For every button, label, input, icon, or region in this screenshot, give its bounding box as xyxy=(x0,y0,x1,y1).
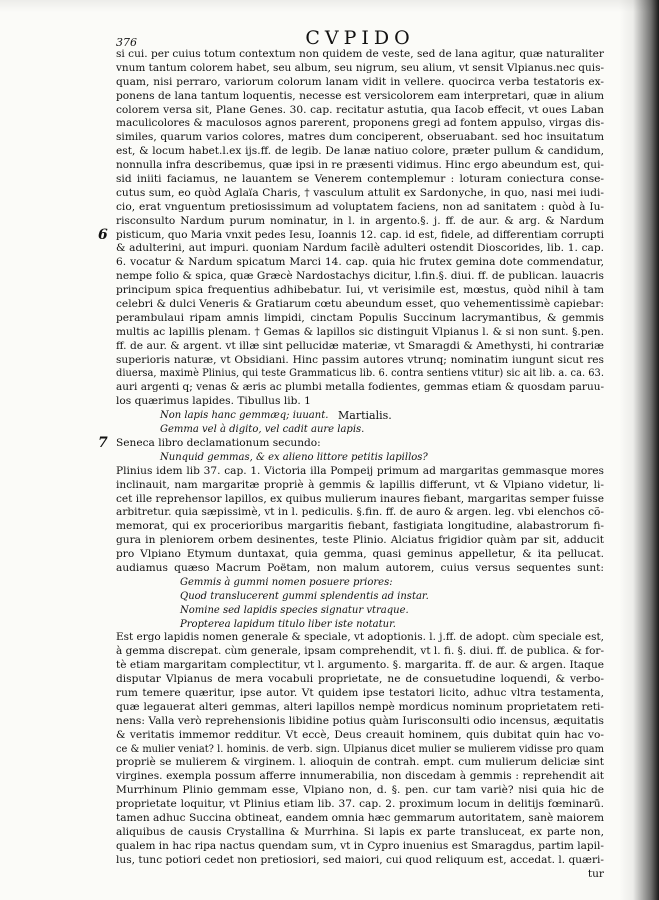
text-line xyxy=(116,48,604,62)
line-text: à gemma discrepat. cùm generale, ipsam comprehendit, vt l. fi. §. diui. ff. de publica. & for- xyxy=(116,645,604,658)
quote-text: Propterea lapidum titulo liber iste notatur. xyxy=(180,618,396,630)
text-line xyxy=(116,395,604,409)
line-text: cutus sum, eo quòd Aglaïa Charis, † vasculum attulit ex Sardonyche, in quo, nasi mei iudi- xyxy=(116,186,604,199)
text-line xyxy=(116,631,604,645)
line-text: qualem in hac ripa nactus quendam sum, vt in Cypro inuenius est Smaragdus, partim lapil- xyxy=(116,839,604,852)
text-line xyxy=(116,242,604,256)
line-text: los quærimus lapides. Tibullus lib. 1 xyxy=(116,395,311,408)
line-text: propriè se mulierem & virginem. l. alioquin de contrah. empt. cum mulierum deliciæ sint xyxy=(116,756,604,769)
line-text: celebri & dulci Veneris & Gratiarum cœtu abeundum esset, quo vehementissimè capiebar: xyxy=(116,298,604,311)
scan-shadow-right xyxy=(619,0,659,900)
text-line xyxy=(116,215,604,229)
line-text: gura in pleniorem orbem desinentes, teste Plinio. Alciatus frigidior quàm par sit, adducit xyxy=(116,534,604,547)
line-text: nempe folio & spica, quæ Græcè Nardostachys dicitur, l.fin.§. diui. ff. de publican. lauacris xyxy=(116,270,604,283)
text-line xyxy=(116,701,604,715)
text-line xyxy=(98,434,604,451)
line-text: proprietate loquitur, vt Plinius etiam lib. 37. cap. 2. proximum locum in delitijs fœminarū. xyxy=(116,798,604,811)
line-text: ff. de aur. & argent. vt illæ sint pellucidæ materiæ, vt Smaragdi & Amethysti, hi contrariæ xyxy=(116,339,604,352)
line-text: Murrhinum Plinio gemmam esse, Vlpiano non, d. §. pen. cur tam variè? nisi quia hic de xyxy=(116,784,604,797)
line-text: 6. vocatur & Nardum spicatum Marci 14. cap. quia hic frutex gemina dote commendatur, xyxy=(116,256,604,269)
text-line xyxy=(116,131,604,145)
text-line xyxy=(116,756,604,770)
line-text: diuersa, maximè Plinius, qui teste Grammaticus lib. 6. contra sentiens vtitur) sic ait lib. a. ca. 63. xyxy=(116,367,604,380)
text-line xyxy=(116,604,604,618)
scan-shadow-top xyxy=(0,0,659,12)
text-line xyxy=(116,62,604,76)
line-text: audiamus quæso Macrum Poëtam, non malum autorem, cuius versus sequentes sunt: xyxy=(116,561,604,574)
text-line xyxy=(116,576,604,590)
quote-text: Nunquid gemmas, & ex alieno littore petitis lapillos? xyxy=(160,451,428,463)
line-text: nonnulla infra describemus, quæ ipsi in re præsenti vidimus. Hinc ergo abeundum est, qui- xyxy=(116,159,604,172)
line-text: multis ac lapillis plenam. † Gemas & lapillos sic distinguit Vlpianus l. & si non sunt. §.pen. xyxy=(116,325,604,338)
page-header xyxy=(116,18,604,48)
text-line xyxy=(116,423,604,437)
line-text: risconsulto Nardum purum nominatur, in l. in argento.§. j. ff. de aur. & arg. & Nardum xyxy=(116,214,604,227)
line-text: Seneca libro declamationum secundo: xyxy=(116,436,321,449)
line-text: perambulaui ripam amnis limpidi, cinctam Populis Succinum lacrymantibus, & gemmis xyxy=(116,311,604,324)
text-line xyxy=(116,659,604,673)
text-line xyxy=(116,729,604,743)
page-number: 376 xyxy=(116,36,137,49)
margin-note-number: 7 xyxy=(98,434,108,451)
text-line xyxy=(116,826,604,840)
quote-text: Gemmis à gummi nomen posuere priores: xyxy=(180,576,393,588)
line-text: pro Vlpiano Etymum duntaxat, quia gemma, quasi geminus appelletur, & ita pellucat. xyxy=(116,548,604,561)
line-text: rum temere quæritur, ipse autor. Vt quidem ipse testatori licito, adhuc vltra testamenta, xyxy=(116,686,604,699)
text-line xyxy=(116,812,604,826)
quote-text: Nomine sed lapidis species signatur vtraque. xyxy=(180,604,409,616)
line-text: si cui. per cuius totum contextum non quidem de veste, sed de lana agitur, quæ naturaliter xyxy=(116,48,604,60)
text-line xyxy=(116,479,604,493)
text-line xyxy=(116,298,604,312)
line-text: similes, quarum varios colores, matres dum conciperent, obseruabant. sed hoc insuitatum xyxy=(116,131,604,144)
text-line xyxy=(116,312,604,326)
line-text: lus, tunc potiori cedet non pretiosiori, sed maiori, cui quod reliquum est, accedat. l. quæri- xyxy=(116,853,604,866)
line-text: principum spica frequentius adhibebatur. Iui, vt verisimile est, mœstus, quòd nihil à tam xyxy=(116,284,604,297)
line-text: tamen adhuc Succina obtineat, eandem omnia hæc gemmarum autoritatem, sanè maiorem xyxy=(116,811,604,824)
catchword: tur xyxy=(587,867,604,880)
text-line xyxy=(116,76,604,90)
line-text: quæ legauerat alteri gemmas, alteri lapillos nempè mordicus nominum proprietatem reti- xyxy=(116,700,604,713)
line-text: arbitretur. quia sæpissimè, vt in l. pediculis. §.fin. ff. de auro & argen. leg. vbi elenchos cõ- xyxy=(116,506,604,519)
text-line xyxy=(116,90,604,104)
line-text: & adulterini, aut impuri. quoniam Nardum facilè adulteri ostendit Dioscorides, lib. 1. cap. xyxy=(116,242,604,255)
line-text: nens: Valla verò reprehensionis libidine potius quàm Iurisconsulti odio incensus, æquitatis xyxy=(116,714,604,727)
verse-text: Non lapis hanc gemmæq; iuuant. xyxy=(160,410,329,422)
line-text: pisticum, quo Maria vnxit pedes Iesu, Ioannis 12. cap. id est, fidele, ad differentiam corrupti xyxy=(116,228,604,241)
text-line xyxy=(116,256,604,270)
line-text: cet ille reprehensor lapillos, ex quibus mulierum inaures fiebant, margaritas semper fuisse xyxy=(116,492,604,505)
text-line xyxy=(116,548,604,562)
text-line xyxy=(116,673,604,687)
line-text: vnum tantum colorem habet, seu album, seu nigrum, seu alium, vt sensit Vlpianus.nec quis- xyxy=(116,61,604,74)
text-line xyxy=(116,590,604,604)
text-line xyxy=(116,326,604,340)
line-text: ce & mulier veniat? l. hominis. de verb. sign. Ulpianus dicet mulier se mulierem vidisse pro quam xyxy=(116,742,604,755)
text-line xyxy=(116,381,604,395)
text-line xyxy=(116,201,604,215)
text-line xyxy=(116,618,604,632)
text-line xyxy=(116,784,604,798)
quote-text: Quod translucerent gummi splendentis ad instar. xyxy=(180,590,429,602)
line-text: est, & locum habet.l.ex ijs.ff. de legib. De lanæ natiuo colore, præter pullum & candidum, xyxy=(116,145,604,158)
text-line xyxy=(116,854,604,868)
text-line xyxy=(116,798,604,812)
text-line xyxy=(116,562,604,576)
text-line xyxy=(116,743,604,757)
text-line xyxy=(98,226,604,243)
text-line xyxy=(116,145,604,159)
margin-note-number: 6 xyxy=(98,226,108,243)
text-line xyxy=(116,493,604,507)
text-line xyxy=(116,534,604,548)
line-text: inclinauit, nam margaritæ propriè à gemmis & lapillis differunt, vt & Vlpiano videtur, li- xyxy=(116,478,604,491)
line-text: tè etiam margaritam complectitur, vt l. argumento. §. margarita. ff. de aur. & argen. Itaque xyxy=(116,659,604,672)
text-line xyxy=(116,840,604,854)
text-line xyxy=(116,645,604,659)
line-text: sid iniiti faciamus, ne lauantem se Venerem contemplemur : loturam coniectura conse- xyxy=(116,173,604,186)
quote-text: Gemma vel à digito, vel cadit aure lapis. xyxy=(160,424,365,436)
text-line xyxy=(116,451,604,465)
text-line xyxy=(116,354,604,368)
text-line xyxy=(116,506,604,520)
text-line xyxy=(116,104,604,118)
catchword-line xyxy=(116,868,604,882)
text-line xyxy=(116,520,604,534)
verse-attribution: Martialis. xyxy=(338,409,392,423)
line-text: Plinius idem lib 37. cap. 1. Victoria illa Pompeij primum ad margaritas gemmasque mores xyxy=(116,464,604,477)
line-text: Est ergo lapidis nomen generale & speciale, vt adoptionis. l. j.ff. de adopt. cùm speciale est, xyxy=(116,631,604,644)
running-title: CVPIDO xyxy=(305,27,415,49)
line-text: auri argenti q; venas & æris ac plumbi metalla fodientes, gemmas etiam & quosdam paruu- xyxy=(116,381,604,394)
line-text: aliquibus de causis Crystallina & Murrhina. Si lapis ex parte transluceat, ex parte non, xyxy=(116,825,604,838)
line-text: quam, nisi perraro, variorum colorum lanam vidit in vellere. quocirca verba testatoris ex- xyxy=(116,75,604,88)
text-line xyxy=(116,465,604,479)
line-text: cio, erat vnguentum pretiosissimum ad voluptatem faciens, non ad sanitatem : quòd à Iu- xyxy=(116,200,604,213)
text-line xyxy=(116,687,604,701)
text-line xyxy=(116,187,604,201)
line-text: ponens de lana tantum loquentis, necesse est versicolorem eam interpretari, quæ in alium xyxy=(116,89,604,102)
text-line xyxy=(116,173,604,187)
line-text: maculicolores & maculosos agnos parerent, proponens gregi ad fontem appulso, virgas dis- xyxy=(116,117,604,130)
text-line xyxy=(116,117,604,131)
text-line xyxy=(116,159,604,173)
text-line xyxy=(116,270,604,284)
text-line xyxy=(116,284,604,298)
line-text: memorat, qui ex procerioribus margaritis fiebant, fastigiata longitudine, alabastrorum fi- xyxy=(116,520,604,533)
line-text: virgines. exempla possum afferre innumerabilia, non discedam à gemmis : reprehendit ait xyxy=(116,770,604,783)
line-text: disputar Vlpianus de mera vocabuli proprietate, ne de consuetudine loquendi, & verbo- xyxy=(116,673,604,686)
text-line xyxy=(116,367,604,381)
line-text: superioris naturæ, vt Obsidiani. Hinc passim autores vtrunq; nominatim iungunt sicut res xyxy=(116,353,604,366)
line-text: & veritatis immemor redditur. Vt eccè, Deus creauit hominem, quis dubitat quin hac vo- xyxy=(116,728,604,741)
text-line xyxy=(116,770,604,784)
book-page xyxy=(98,18,604,881)
text-line xyxy=(116,409,604,423)
text-line xyxy=(116,715,604,729)
body-text xyxy=(98,48,604,868)
text-line xyxy=(116,340,604,354)
line-text: colorem versa sit, Plane Genes. 30. cap. recitatur astutia, qua Iacob effecit, vt oues Laban xyxy=(116,103,604,116)
